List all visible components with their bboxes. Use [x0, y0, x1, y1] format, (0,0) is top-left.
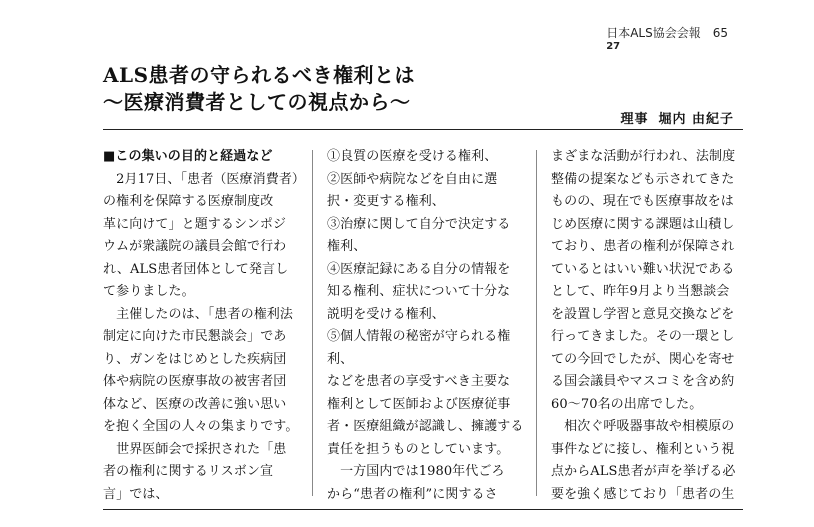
text-line: 2月17日、「患者（医療消費者） [103, 171, 306, 187]
column-divider [312, 150, 313, 496]
text-line: まざまな活動が行われ、法制度 [551, 149, 736, 164]
text-line: ①良質の医療を受ける権利、 [327, 149, 498, 164]
text-line: ているとはいい難い状況である [551, 261, 735, 277]
text-line: 説明を受ける権利、 [327, 306, 445, 322]
column-divider [536, 150, 537, 496]
text-line: を抱く全国の人々の集まりです。 [103, 419, 299, 434]
title-line-2: 〜医療消費者としての視点から〜 [103, 90, 411, 114]
text-line: 要を強く感じており「患者の生 [551, 486, 735, 502]
text-line: ものの、現在でも医療事故をは [551, 194, 734, 209]
text-line: ての今回でしたが、関心を寄せ [551, 351, 735, 367]
text-line: 責任を担うものとしています。 [327, 441, 510, 457]
text-line: 世界医師会で採択された「患 [103, 441, 287, 457]
text-line: り、ガンをはじめとした疾病団 [103, 351, 287, 367]
author-name: 堀内 由紀子 [658, 112, 734, 127]
text-line: れ、ALS患者団体として発言し [103, 261, 289, 277]
issue-number: 27 [606, 41, 621, 52]
author-byline [620, 108, 734, 127]
text-line: 者・医療組織が認識し、擁護する [327, 419, 524, 434]
text-line: 事件などに接し、権利という視 [551, 441, 735, 457]
text-line: じめ医療に関する課題は山積し [551, 216, 735, 232]
top-rule [103, 129, 743, 130]
text-line: 体や病院の医療事故の被害者団 [103, 374, 287, 389]
text-line: を設置し学習と意見交換などを [551, 306, 735, 322]
page-header [606, 26, 728, 52]
text-column-2 [327, 146, 524, 506]
author-role: 理事 [620, 112, 649, 127]
text-line: として、昨年9月より当懇談会 [551, 284, 730, 299]
text-line: 点からALS患者が声を挙げる必 [551, 464, 736, 479]
text-line: る国会議員やマスコミを含め約 [551, 374, 735, 389]
text-line: ②医師や病院などを自由に選 [327, 171, 498, 187]
text-line: ており、患者の権利が保障され [551, 239, 735, 254]
text-line: 行ってきました。その一環とし [551, 329, 735, 344]
text-column-3 [551, 146, 743, 506]
text-line: 一方国内では1980年代ごろ [327, 464, 505, 479]
text-line: 体など、医療の改善に強い思い [103, 396, 287, 412]
text-line: 言」では、 [103, 486, 169, 502]
text-line: 革に向けて」と題するシンポジ [103, 216, 287, 232]
publication-name: 日本ALS協会会報 [606, 26, 701, 40]
text-line: 60〜70名の出席でした。 [551, 396, 703, 412]
text-line: ④医療記録にある自分の情報を [327, 261, 511, 277]
text-line: 択・変更する権利、 [327, 194, 445, 209]
bottom-rule [103, 509, 743, 510]
text-line: 権利として医師および医療従事 [327, 396, 511, 412]
text-line: 主催したのは、「患者の権利法 [103, 306, 294, 322]
text-line: ③治療に関して自分で決定する [327, 216, 511, 232]
text-line: 利、 [327, 351, 354, 367]
text-line: 整備の提案なども示されてきた [551, 171, 735, 187]
text-line: から“患者の権利”に関するさ [327, 486, 498, 502]
article-title [103, 62, 415, 116]
text-line: ウムが衆議院の議員会館で行わ [103, 239, 287, 254]
text-line: ⑤個人情報の秘密が守られる権 [327, 329, 511, 344]
text-line: 者の権利に関するリスボン宣 [103, 464, 274, 479]
title-line-1: ALS患者の守られるべき権利とは [103, 63, 416, 87]
text-line: 制定に向けた市民懇談会」であ [103, 329, 287, 344]
text-line: の権利を保障する医療制度改 [103, 194, 274, 209]
text-line: 相次ぐ呼吸器事故や相模原の [551, 419, 735, 434]
text-line: て参りました。 [103, 284, 195, 299]
page-number: 65 [712, 26, 728, 40]
text-line: 権利、 [327, 239, 367, 254]
text-line: などを患者の享受すべき主要な [327, 374, 511, 389]
text-column-1 [103, 146, 306, 506]
section-heading: ■この集いの目的と経過など [103, 149, 273, 164]
text-line: 知る権利、症状について十分な [327, 284, 511, 299]
